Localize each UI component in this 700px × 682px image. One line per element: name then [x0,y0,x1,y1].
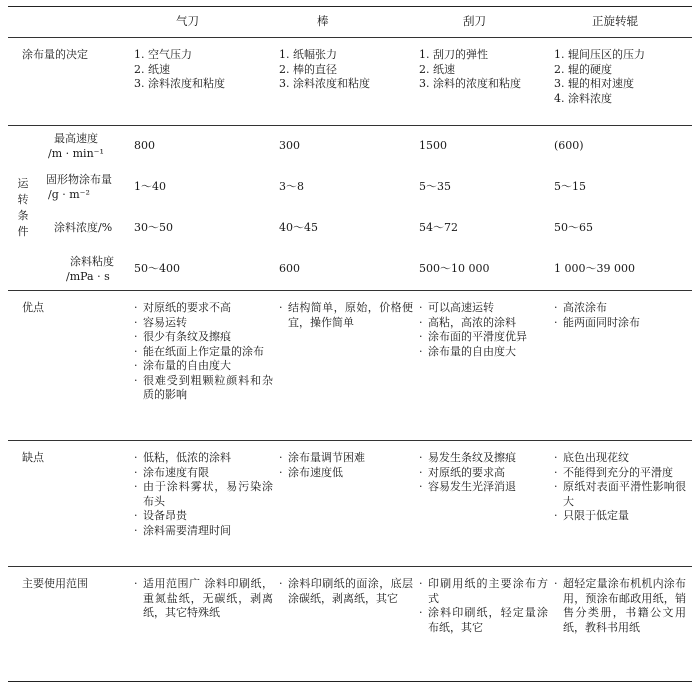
list-item: · 设备昂贵 [134,509,187,523]
bullet-mark: · [419,344,423,358]
bullet-mark: · [134,465,138,479]
list-item: · 涂布量的自由度大 [419,344,516,358]
list-item: · 能在纸面上作定量的涂布 [134,344,264,358]
list-item: · 涂布速度低 [279,465,343,479]
value-cell: 50～400 [134,262,180,276]
op-label-speed: 运 转 条 件 最高速度 /m · min⁻¹ [17,131,104,238]
usage-blade [419,567,554,682]
bullet-mark: · [134,315,138,329]
op-label-concentration: 涂料浓度/% [54,221,113,235]
list-item: 1. 空气压力 [134,48,192,61]
coat-amount-rod [279,38,419,126]
list-item: 1. 辊间压区的压力 [554,48,645,61]
disadvantages-row [8,441,692,567]
value-cell: 50～65 [554,221,593,235]
bullet-mark: · [554,301,558,314]
list-item: 2. 辊的硬度 [554,62,612,76]
list-item: 2. 棒的直径 [279,62,337,76]
list-item: · 很少有条纹及擦痕 [134,330,231,344]
value-cell: 40～45 [279,221,318,235]
list-item: · 可以高速运转 [419,301,494,314]
list-item: 3. 涂料浓度和粘度 [134,77,225,91]
list-item: · 由于涂料雾状，易污染涂布头 [134,480,273,508]
list-item: 3. 辊的相对速度 [554,77,634,91]
disadvantages-rod [279,441,419,567]
list-item: · 不能得到充分的平滑度 [554,465,673,479]
list-item: · 易发生条纹及擦痕 [419,451,516,464]
disadvantages-blade [419,441,554,567]
coat-amount-blade [419,38,554,126]
bullet-mark: · [419,606,423,620]
coat-amount-label: 涂布量的决定 [22,48,88,61]
value-cell: 54～72 [419,221,458,235]
list-item: · 涂料印刷纸，轻定量涂布纸，其它 [419,606,548,634]
list-item: · 很难受到粗颗粒颜料和杂质的影响 [134,373,273,402]
list-item: · 涂布量调节困难 [279,451,365,464]
bullet-mark: · [134,451,138,464]
bullet-mark: · [554,465,558,479]
bullet-mark: · [554,509,558,523]
list-item: · 涂料需要清理时间 [134,523,231,537]
bullet-mark: · [419,577,423,590]
usage-rod [279,567,419,682]
bullet-mark: · [419,480,423,494]
list-item: · 只限于低定量 [554,509,629,523]
operating-group-label: 运 转 条 件 [17,177,29,238]
bullet-mark: · [134,359,138,373]
disadvantages-air-knife [134,441,279,567]
list-item: 2. 纸速 [419,62,455,76]
advantages-blade [419,291,554,441]
header-air-knife: 气刀 [176,14,199,29]
bullet-mark: · [134,577,138,590]
bullet-mark: · [134,480,138,494]
header-blank [8,7,134,38]
list-item: · 适用范围广 涂料印刷纸，重氮盐纸，无碳纸，剥离纸，其它特殊纸 [134,577,273,620]
list-item: · 容易运转 [134,315,187,329]
value-cell: 600 [279,262,300,276]
list-item: 3. 涂料浓度和粘度 [279,77,370,91]
value-cell: 5～35 [419,180,451,194]
bullet-mark: · [134,373,138,387]
list-item: · 涂布速度有限 [134,465,209,479]
disadvantages-label: 缺点 [22,451,44,464]
value-cell: 1500 [419,139,447,153]
advantages-label: 优点 [22,301,44,314]
value-cell: 300 [279,139,300,153]
value-cell: 800 [134,139,155,153]
value-cell: 30～50 [134,221,173,235]
bullet-mark: · [554,315,558,329]
list-item: · 超轻定量涂布机机内涂布用，预涂布邮政用纸，销售分类册，书籍公文用纸，教科书用纸 [554,577,686,634]
header-blade: 刮刀 [463,14,486,29]
usage-forward-roll [554,567,692,682]
list-item: · 对原纸的要求高 [419,465,505,479]
header-rod: 棒 [317,14,329,29]
op-row-viscosity [8,249,692,291]
bullet-mark: · [134,344,138,358]
list-item: · 能两面同时涂布 [554,315,640,329]
list-item: 2. 纸速 [134,62,170,76]
list-item: · 涂布量的自由度大 [134,359,231,373]
list-item: 1. 刮刀的弹性 [419,48,488,61]
bullet-mark: · [279,465,283,479]
bullet-mark: · [419,330,423,344]
op-label-viscosity: 涂料粘度 /mPa · s [66,254,114,283]
list-item: · 印刷用纸的主要涂布方式 [419,577,548,605]
op-label-solids: 固形物涂布量 /g · m⁻² [46,172,112,201]
list-item: · 涂布面的平滑度优异 [419,330,527,344]
list-item: 3. 涂料的浓度和粘度 [419,77,521,91]
value-cell: 5～15 [554,180,586,194]
bullet-mark: · [279,301,283,314]
bullet-mark: · [419,451,423,464]
bullet-mark: · [554,451,558,464]
advantages-rod [279,291,419,441]
advantages-forward-roll [554,291,692,441]
coat-amount-air-knife [134,38,279,126]
bullet-mark: · [134,523,138,537]
bullet-mark: · [419,315,423,329]
usage-label: 主要使用范围 [22,577,88,590]
advantages-air-knife [134,291,279,441]
value-cell: 1 000～39 000 [554,262,635,276]
list-item: · 原纸对表面平滑性影响很大 [554,480,686,508]
coat-amount-forward-roll [554,38,692,126]
list-item: · 结构简单，原始，价格便宜，操作简单 [279,301,413,329]
header-row [8,7,692,38]
bullet-mark: · [279,451,283,464]
value-cell: (600) [554,139,584,153]
list-item: · 低粘，低浓的涂料 [134,451,231,464]
bullet-mark: · [419,465,423,479]
bullet-mark: · [134,509,138,523]
op-row-concentration [8,208,692,249]
value-cell: 3～8 [279,180,304,194]
list-item: · 高浓涂布 [554,301,607,314]
list-item: · 高粘，高浓的涂料 [419,315,516,329]
bullet-mark: · [554,577,558,590]
list-item: 1. 纸幅张力 [279,48,337,61]
bullet-mark: · [279,577,283,590]
list-item: · 底色出现花纹 [554,451,629,464]
list-item: 4. 涂料浓度 [554,91,612,105]
op-row-solids [8,167,692,208]
usage-air-knife [134,567,279,682]
bullet-mark: · [134,330,138,344]
list-item: · 对原纸的要求不高 [134,301,231,314]
value-cell: 1～40 [134,180,166,194]
coat-amount-row [8,38,692,126]
usage-row [8,567,692,682]
list-item: · 涂料印刷纸的面涂，底层涂碳纸，剥离纸，其它 [279,577,413,605]
disadvantages-forward-roll [554,441,692,567]
header-forward-roll: 正旋转辊 [592,14,638,29]
advantages-row [8,291,692,441]
bullet-mark: · [554,480,558,494]
value-cell: 500～10 000 [419,262,490,276]
bullet-mark: · [419,301,423,314]
comparison-table-page [8,6,692,682]
op-row-speed [8,126,692,168]
bullet-mark: · [134,301,138,314]
coating-method-comparison-table [8,6,692,682]
list-item: · 容易发生光泽消退 [419,480,516,494]
